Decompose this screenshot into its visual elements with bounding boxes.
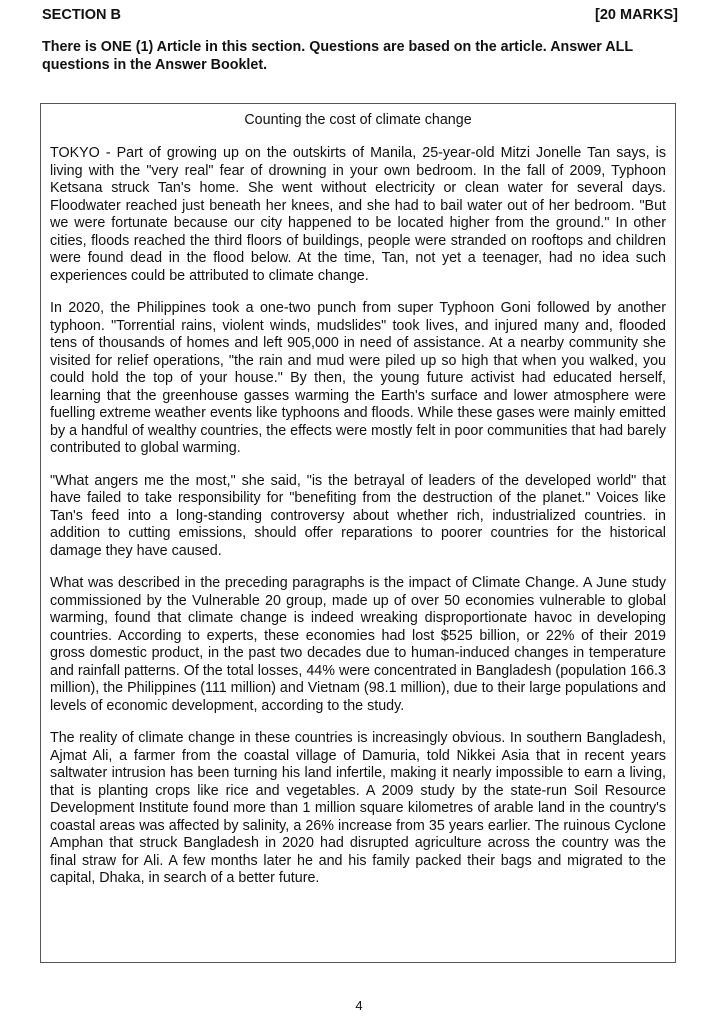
section-label: SECTION B [42,7,121,23]
article-paragraph-5: The reality of climate change in these countries is increasingly obvious. In southern Bangladesh, Ajmat Ali, a farmer from the coastal village of Damuria, told Nikkei Asia that in recent years saltwater intrusion has been turning his land infertile, making it nearly impossible to earn a living, that is planting crops like rice and vegetables. A 2009 study by the state-run Soil Resource Development Institute found more than 1 million square kilometres of arable land in the country's coastal areas was affected by salinity, a 26% increase from 35 years earlier. The ruinous Cyclone Amphan that struck Bangladesh in 2020 had disrupted agriculture across the country was the final straw for Ali. A few months later he and his family packed their bags and migrated to the capital, Dhaka, in search of a better future. [50,730,666,886]
article-title: Counting the cost of climate change [244,112,472,128]
page-number: 4 [355,998,363,1013]
marks-label: [20 MARKS] [595,7,678,23]
section-header [42,6,678,24]
section-instructions: There is ONE (1) Article in this section. Questions are based on the article. Answer ALL questions in the Answer Booklet. [42,39,633,73]
article-paragraph-1: TOKYO - Part of growing up on the outskirts of Manila, 25-year-old Mitzi Jonelle Tan says, is living with the "very real" fear of drowning in your own bedroom. In the fall of 2009, Typhoon Ketsana struck Tan's home. She went without electricity or clean water for several days. Floodwater reached just beneath her knees, and she had to bail water out of her bedroom. "But we were fortunate because our city happened to be located higher from the ground." In other cities, floods reached the third floors of buildings, people were stranded on rooftops and children were found dead in the flood below. At the time, Tan, not yet a teenager, had no idea such experiences could be attributed to climate change. [50,145,666,284]
article-box [40,103,676,963]
article-paragraph-2: In 2020, the Philippines took a one-two punch from super Typhoon Goni followed by another typhoon. "Torrential rains, violent winds, mudslides" took lives, and injured many and, flooded tens of thousands of homes and left 905,000 in need of assistance. At a nearby community she visited for relief operations, "the rain and mud were piled up so high that when you walked, you could hold the top of your house." By then, the young future activist had educated herself, learning that the greenhouse gasses warming the Earth's surface and lower atmosphere were fuelling extreme weather events like typhoons and floods. While these gases were mainly emitted by a handful of wealthy countries, the effects were mostly felt in poor communities that had barely contributed to global warming. [50,300,666,456]
article-paragraph-4: What was described in the preceding paragraphs is the impact of Climate Change. A June study commissioned by the Vulnerable 20 group, made up of over 50 economies vulnerable to global warming, found that climate change is indeed wreaking disproportionate havoc in developing countries. According to experts, these economies had lost $525 billion, or 22% of their 2019 gross domestic product, in the past two decades due to human-induced changes in temperature and rainfall patterns. Of the total losses, 44% were concentrated in Bangladesh (population 166.3 million), the Philippines (111 million) and Vietnam (98.1 million), due to their large populations and levels of economic development, according to the study. [50,575,666,714]
article-paragraph-3: "What angers me the most," she said, "is the betrayal of leaders of the developed world" that have failed to take responsibility for "benefiting from the destruction of the planet." Voices like Tan's feed into a long-standing controversy about whether rich, industrialized countries. in addition to cutting emissions, should offer reparations to poorer countries for the historical damage they have caused. [50,472,666,559]
